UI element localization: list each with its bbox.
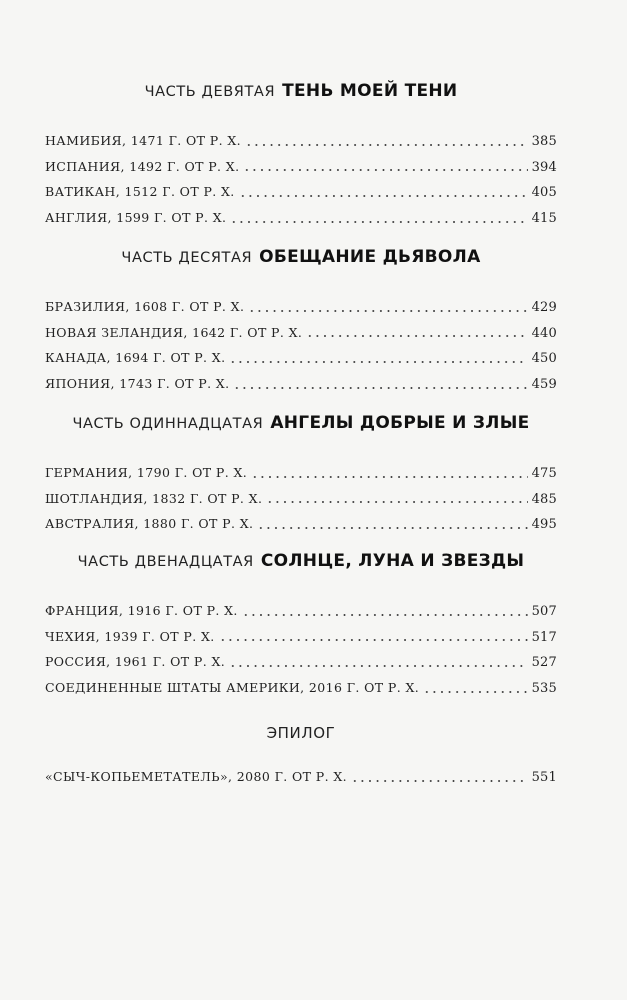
page-number: 429	[531, 300, 557, 315]
toc-entry[interactable]	[45, 649, 557, 675]
part-label: ЧАСТЬ ДЕСЯТАЯ	[121, 250, 253, 266]
epilogue-entries	[45, 764, 557, 790]
part-label: ЧАСТЬ ДВЕНАДЦАТАЯ	[77, 554, 254, 570]
page-number: 475	[531, 466, 557, 481]
dot-leader	[257, 527, 527, 529]
toc-part-eleven	[45, 404, 557, 537]
part-entries	[45, 294, 557, 396]
part-heading	[45, 542, 557, 580]
part-entries	[45, 128, 557, 230]
dot-leader	[423, 691, 527, 693]
dot-leader	[229, 665, 527, 667]
part-entries	[45, 460, 557, 537]
epilogue-heading: ЭПИЛОГ	[266, 724, 336, 742]
dot-leader	[243, 169, 527, 171]
entry-text: ИСПАНИЯ, 1492 Г. ОТ Р. Х.	[45, 158, 240, 174]
entry-text: АНГЛИЯ, 1599 Г. ОТ Р. Х.	[45, 209, 227, 225]
part-entries	[45, 598, 557, 700]
part-heading	[45, 238, 557, 276]
page-number: 551	[531, 770, 557, 785]
entry-text: ЯПОНИЯ, 1743 Г. ОТ Р. Х.	[45, 375, 230, 391]
toc-epilogue	[45, 714, 557, 790]
page-number: 440	[531, 325, 557, 341]
dot-leader	[242, 614, 528, 616]
toc-part-twelve	[45, 542, 557, 700]
page-number: 517	[531, 629, 557, 645]
part-title: СОЛНЦЕ, ЛУНА И ЗВЕЗДЫ	[260, 551, 525, 571]
toc-entry[interactable]	[45, 598, 557, 624]
page-number: 415	[531, 210, 557, 226]
page-number: 459	[531, 376, 557, 392]
entry-text: РОССИЯ, 1961 Г. ОТ Р. Х.	[45, 654, 226, 670]
part-title: ОБЕЩАНИЕ ДЬЯВОЛА	[259, 247, 481, 267]
entry-text: ГЕРМАНИЯ, 1790 Г. ОТ Р. Х.	[45, 465, 248, 480]
entry-text: ВАТИКАН, 1512 Г. ОТ Р. Х.	[45, 184, 235, 200]
dot-leader	[229, 361, 527, 363]
toc-entry[interactable]	[45, 371, 557, 397]
toc-entry[interactable]	[45, 179, 557, 205]
page-number: 495	[531, 517, 557, 533]
dot-leader	[306, 335, 527, 337]
entry-text: ЧЕХИЯ, 1939 Г. ОТ Р. Х.	[45, 628, 215, 644]
entry-text: ФРАНЦИЯ, 1916 Г. ОТ Р. Х.	[45, 603, 238, 618]
page-number: 405	[531, 185, 557, 201]
toc-entry[interactable]	[45, 320, 557, 346]
entry-text: НАМИБИЯ, 1471 Г. ОТ Р. Х.	[45, 133, 241, 148]
part-label: ЧАСТЬ ДЕВЯТАЯ	[144, 84, 276, 100]
entry-text: НОВАЯ ЗЕЛАНДИЯ, 1642 Г. ОТ Р. Х.	[45, 324, 303, 340]
dot-leader	[239, 195, 528, 197]
dot-leader	[251, 476, 527, 478]
dot-leader	[351, 780, 528, 782]
toc-entry[interactable]	[45, 345, 557, 371]
page-number: 394	[531, 159, 557, 175]
toc-part-nine	[45, 72, 557, 230]
page-number: 527	[531, 655, 557, 671]
page-number: 385	[531, 134, 557, 149]
entry-text: ШОТЛАНДИЯ, 1832 Г. ОТ Р. Х.	[45, 490, 263, 506]
toc-entry[interactable]	[45, 675, 557, 701]
dot-leader	[219, 639, 528, 641]
dot-leader	[266, 501, 527, 503]
dot-leader	[230, 221, 527, 223]
dot-leader	[245, 144, 528, 146]
entry-text: АВСТРАЛИЯ, 1880 Г. ОТ Р. Х.	[45, 516, 254, 532]
toc-part-ten	[45, 238, 557, 396]
toc-entry[interactable]	[45, 511, 557, 537]
page-number: 485	[531, 491, 557, 507]
part-title: ТЕНЬ МОЕЙ ТЕНИ	[282, 81, 458, 101]
page-number: 507	[531, 604, 557, 619]
entry-text: КАНАДА, 1694 Г. ОТ Р. Х.	[45, 350, 226, 366]
entry-text: «СЫЧ-КОПЬЕМЕТАТЕЛЬ», 2080 Г. ОТ Р. Х.	[45, 769, 348, 784]
part-label: ЧАСТЬ ОДИННАДЦАТАЯ	[72, 416, 264, 432]
part-heading	[45, 72, 557, 110]
dot-leader	[248, 310, 527, 312]
toc-entry[interactable]	[45, 294, 557, 320]
toc-entry[interactable]	[45, 460, 557, 486]
dot-leader	[233, 387, 527, 389]
toc-entry[interactable]	[45, 624, 557, 650]
toc-entry[interactable]	[45, 154, 557, 180]
toc-entry[interactable]	[45, 128, 557, 154]
entry-text: БРАЗИЛИЯ, 1608 Г. ОТ Р. Х.	[45, 299, 245, 314]
toc-entry[interactable]	[45, 205, 557, 231]
page-number: 535	[531, 680, 557, 696]
part-heading	[45, 404, 557, 442]
toc-entry[interactable]	[45, 764, 557, 790]
page-number: 450	[531, 351, 557, 367]
entry-text: СОЕДИНЕННЫЕ ШТАТЫ АМЕРИКИ, 2016 Г. ОТ Р. Х.	[45, 679, 420, 695]
toc-entry[interactable]	[45, 486, 557, 512]
part-title: АНГЕЛЫ ДОБРЫЕ И ЗЛЫЕ	[270, 413, 530, 433]
